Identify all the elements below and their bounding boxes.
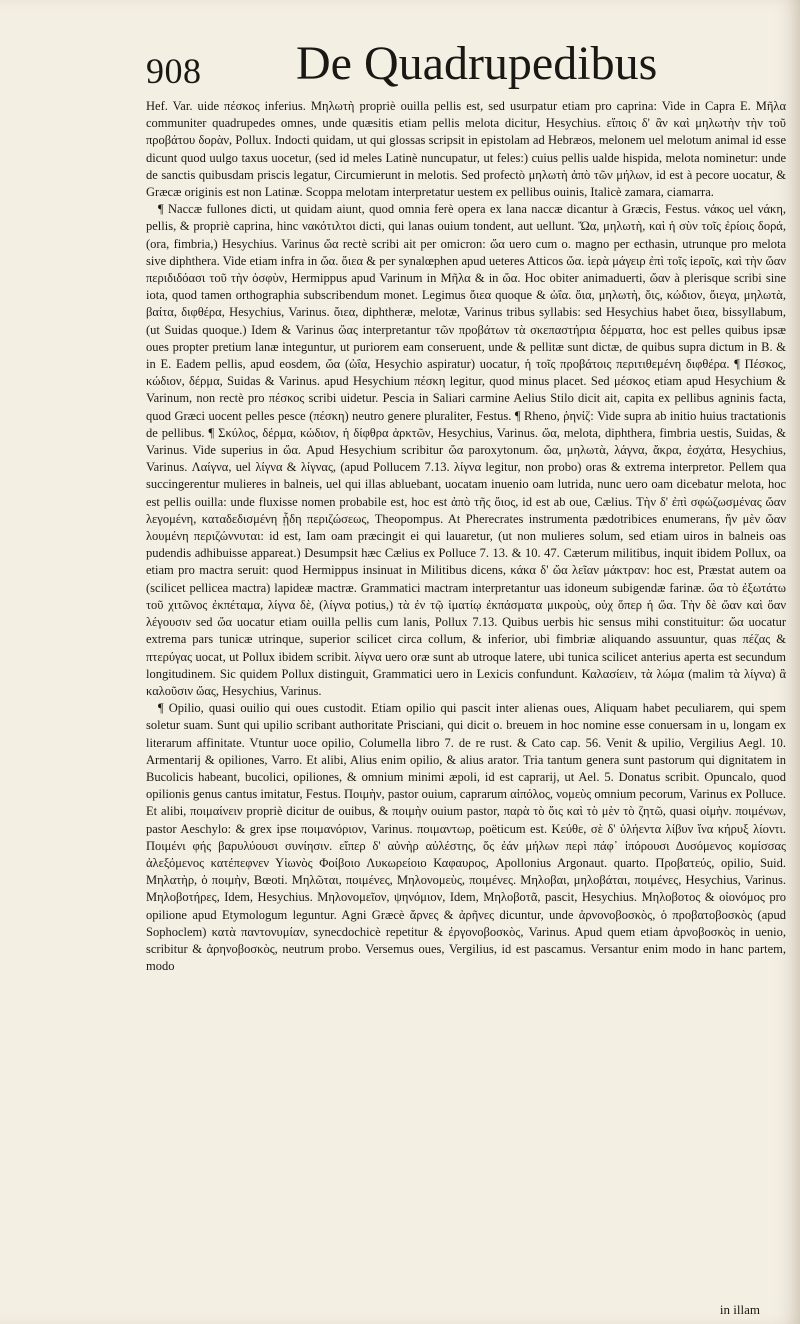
paragraph-naccae: ¶ Naccæ fullones dicti, ut quidam aiunt, quod omnia ferè opera ex lana naccæ dicantur à Græcis, Festus. νάκος uel νάκη, pellis, & propriè caprina, hinc νακότιλτοι dicti, qui lanas ouium tondent, aut uellunt. Ὤα, μηλωτὴ, καὶ ἡ σὺν τοῖς ἐρίοις δορά, (ora, fimbria,) Hesychius. Varinus ὤα rectè scribi ait per omicron: ὤα uero cum o. magno per ecthasin, utrunque pro melota sive diphthera. Vide etiam infra in ὤα. ὄιεα & per synalœphen apud ueteres Atticos ὤα. ἱερὰ μάγειρ ἐπὶ τοῖς ἱεροῖς, καὶ τὴν ὤαν περιδιδόασι τοῦ τὴν ὀσφὺν, Hermippus apud Varinum in Μῆλα & in ὤα. Hoc obiter animaduerti, ὤαν à plerisque scribi sine iota, quod tamen orthographia subscribendum monet. Legimus ὄιεα quoque & ὠΐα. ὄια, μηλωτὴ, ὄις, κώδιον, ὄιεγα, μηλωτὰ, βαίτα, διφθέρα, Hesychius, Varinus. ὄιεα, diphtheræ, melotæ, Varinus tribus syllabis: sed Hesychius habet ὄιεα, bissyllabum, (ut Suidas quoque.) Idem & Varinus ὤας interpretantur τῶν προβάτων τὰ σκεπαστήρια δέρματα, hoc est pelles quibus ipsæ oues propter pretium lanæ integuntur, ut puriorem eam conseruent, unde & pellitæ sunt dictæ, de quibus supra dictum in B. & in E. Eadem pellis, apud eosdem, ὤα (ὠΐα, Hesychio aspiratur) uocatur, ἡ τοῖς προβάτοις περιτιθεμένη διφθέρα. ¶ Πέσκος, κώδιον, δέρμα, Suidas & Varinus. apud Hesychium πέσκη legitur, quod minus placet. Sed μέσκος etiam apud Hesychium & Varinum, non rectè pro πέσκος scribi uidetur. Pescia in Saliari carmine Aelius Stilo dicit ait, capita ex pellibus agninis facta, quod Græci uocent pelles pesce (πέσκη) neutro genere pluraliter, Festus. ¶ Rheno, ῥηνίζ: Vide supra ab initio huius tractationis de pellibus. ¶ Σκύλος, δέρμα, κώδιον, ἡ δίφθρα ἀρκτῶν, Hesychius, Varinus. ὤα, melota, diphthera, fimbria uestis, Suidas, & Varinus. Vide superius in ὤα. Apud Hesychium scribitur ὤα paroxytonum. ὤα, μηλωτὰ, λάγνα, ἄκρα, ἐσχάτα, Hesychius, Varinus. Λαίγνα, uel λίγνα & λίγνας, (apud Pollucem 7.13. λίγνα legitur, non probo) oras & extrema interpretor. Pellem qua succingerentur mulieres in balneis, uel qui illas abluebant, uocatam inuenio oam lutrida, nunc uero oam dicebatur melota, hoc est pellis ouilla: unde fluxisse nomen probabile est, hoc est ἀπὸ τῆς ὄιος, id est ab oue, Cælius. Τὴν δ' ἐπὶ σφώζωσμένας ὤαν λεγομένη, καταδεδισμένη ᾗδη περιζώσεως, Theopompus. At Pherecrates instrumenta pædotribices enumerans, ἤν μὲν ὤαν λουμένη περιζώννυται: id est, Iam oam præcingit ei qui lauaretur, (ut non mulieres solum, sed etiam uiros in balneis oas pudendis adhibuisse appareat.) Desumpsit hæc Cælius ex Polluce 7. 13. & 10. 47. Cæterum militibus, inquit ibidem Pollux, oa etiam pro mactra seruit: quod Hermippus insinuat in Militibus dicens, κάκα δ' ὤα λεῖαν μάκτραν: hoc est, Præstat autem oa (scilicet pellicea mactra) lapideæ mactræ. Grammatici mactram interpretantur uas idoneum subigendæ farinæ. ὤα τὸ ἐξωτάτω τοῦ χιτῶνος ἐκπέταμα, λίγνα δὲ, (λίγνα potius,) τὰ ἐν τῷ ἱματίῳ ἐκπάσματα μικροὺς, οὐχ ὅπερ ἡ ὤα. Τὴν δὲ ὤαν καὶ ὄαν λέγουσιν sed ὤα uocatur etiam ouilla pellis cum lanis, Pollux 7.13. Quibus uerbis hic sensus mihi constituitur: ὤα uocatur extrema pars tunicæ utrinque, superior scilicet circa collum, & inferior, ubi fimbriæ aliquando assuuntur, quas πέζας & πτερύγας uocat, ut Pollux ibidem scribit. λίγνα uero oræ sunt ab utroque latere, ubi tunica scilicet anterius aperta est secundum longitudinem. Sic quidem Pollux distinguit, Grammatici uero in Lexicis confundunt. Καλασίειν, τὰ λώμα (malim τὰ λίγνα) ἃ καλοῦσιν ὤας, Hesychius, Varinus.: [146, 202, 786, 698]
page-number: 908: [146, 51, 202, 91]
running-title: De Quadrupedibus: [296, 37, 658, 90]
catchword: in illam: [719, 1302, 760, 1317]
body-text: [146, 98, 786, 975]
paragraph-opilio: ¶ Opilio, quasi ouilio qui oues custodit. Etiam opilio qui pascit inter alienas oues, Aliquam habet peculiarem, qui spem soletur suam. Sunt qui upilio scribant authoritate Prisciani, qui dicit o. breuem in hoc nomine esse conuersam in u, longam ex literarum affinitate. Vtuntur uoce opilio, Columella libro 7. de re rust. & Cato cap. 56. Venit & upilio, Vergilius Aegl. 10. Armentarij & opiliones, Varro. Et alibi, Alius enim opilio, & alius arator. Tria tantum genera sunt pastorum qui dignitatem in Bucolicis habeant, bucolici, opiliones, & omnium minimi æpoli, id est caprarij, ut Ael. 5. Donatus scribit. Opuncalo, quod opilionis genus cantus imitatur, Festus. Ποιμὴν, pastor ouium, caprarum αἰπόλος, νομεὺς omnium pecorum, Varinus ex Polluce. Et alibi, ποιμαίνειν propriè dicitur de ouibus, & ποιμὴν ouium pastor, παρὰ τὸ ὄις καὶ τὸ μὲν τὸ ζητῶ, quasi οἰμὴν. ποιμένων, pastor Aeschylo: & grex ipse ποιμανόριον, Varinus. ποιμαντωρ, poëticum est. Κεύθε, σὲ δ' ὑλήεντα λίβυν ἵνα κήρυξ λίοντι. Ποιμένι φής βαρυλύουσι συνίησιν. εἴπερ δ' αὐνὴρ αὐλέστης, ὅς ἐάν μήλων περὶ πάφ᾽ ἱπόρουσι Δυσόμενος κομίσσας ἀλεξόμενος κατέπεφνεν Υἱωνὸς Φοίβοιο Λυκωρείοιο Καφαυρος, Apollonius Argonaut. quarto. Προβατεύς, opilio, Suid. Μηλατὴρ, ὁ ποιμὴν, Bœoti. Μηλῶται, ποιμένες, Μηλονομεὺς, ποιμένες. Μηλοβαι, μηλοβάται, ποιμένες, Hesychius, Varinus. Μηλοβοτήρες, Idem, Hesychius. Μηλονομεῖον, ψηνόμιον, Idem, Μηλοβοτᾶ, pascit, Hesychius. Μηλοβοτος & οἰονόμος pro opilione apud Etymologum leguntur. Agni Græcè ἄρνες & ἀρῆνες dicuntur, unde ἀρνονοβοσκὸς, ὁ προβατοβοσκὸς (apud Sophoclem) κατὰ παντονυμίαν, synecdochicè repetitur & ἐργονοβοσκὸς, Varinus. Apud quem etiam ἀρνοβοσκὸς in uenio, scribitur & ἀρηνοβοσκὸς, neutrum probo. Versemus oues, Vergilius, id est pascamus. Versantur enim modo in hanc partem, modo: [146, 701, 786, 974]
paragraph-melota: Hef. Var. uide πέσκος inferius. Μηλωτὴ propriè ouilla pellis est, sed usurpatur etiam pro caprina: Vide in Capra E. Μῆλα communiter quadrupedes omnes, unde quæsitis etiam pellis melota dicitur, Hesychius. εἴποις δ' ἂν καὶ μηλωτὴν τὴν τοῦ προβάτου δορὰν, Pollux. Indocti quidam, ut qui glossas scripsit in epistolam ad Hebræos, melonem uel melotum animal id esse dicunt quod uulgo taxus uocetur, (sed id meles Latinè nuncupatur, ut feles:) cuius pellis ualde hispida, melota nominetur: unde de sanctis quibusdam priscis legatur, Circumierunt in melotis. Sed profectò μηλωτὴ ἀπὸ τῶν μήλων, id est à pecore uocatur, & Græcæ originis est non Latinæ. Scoppa melotam interpretatur uestem ex pellibus ouinis, Italicè zamara, ciamarra.: [146, 99, 786, 200]
page-header: [146, 36, 786, 98]
